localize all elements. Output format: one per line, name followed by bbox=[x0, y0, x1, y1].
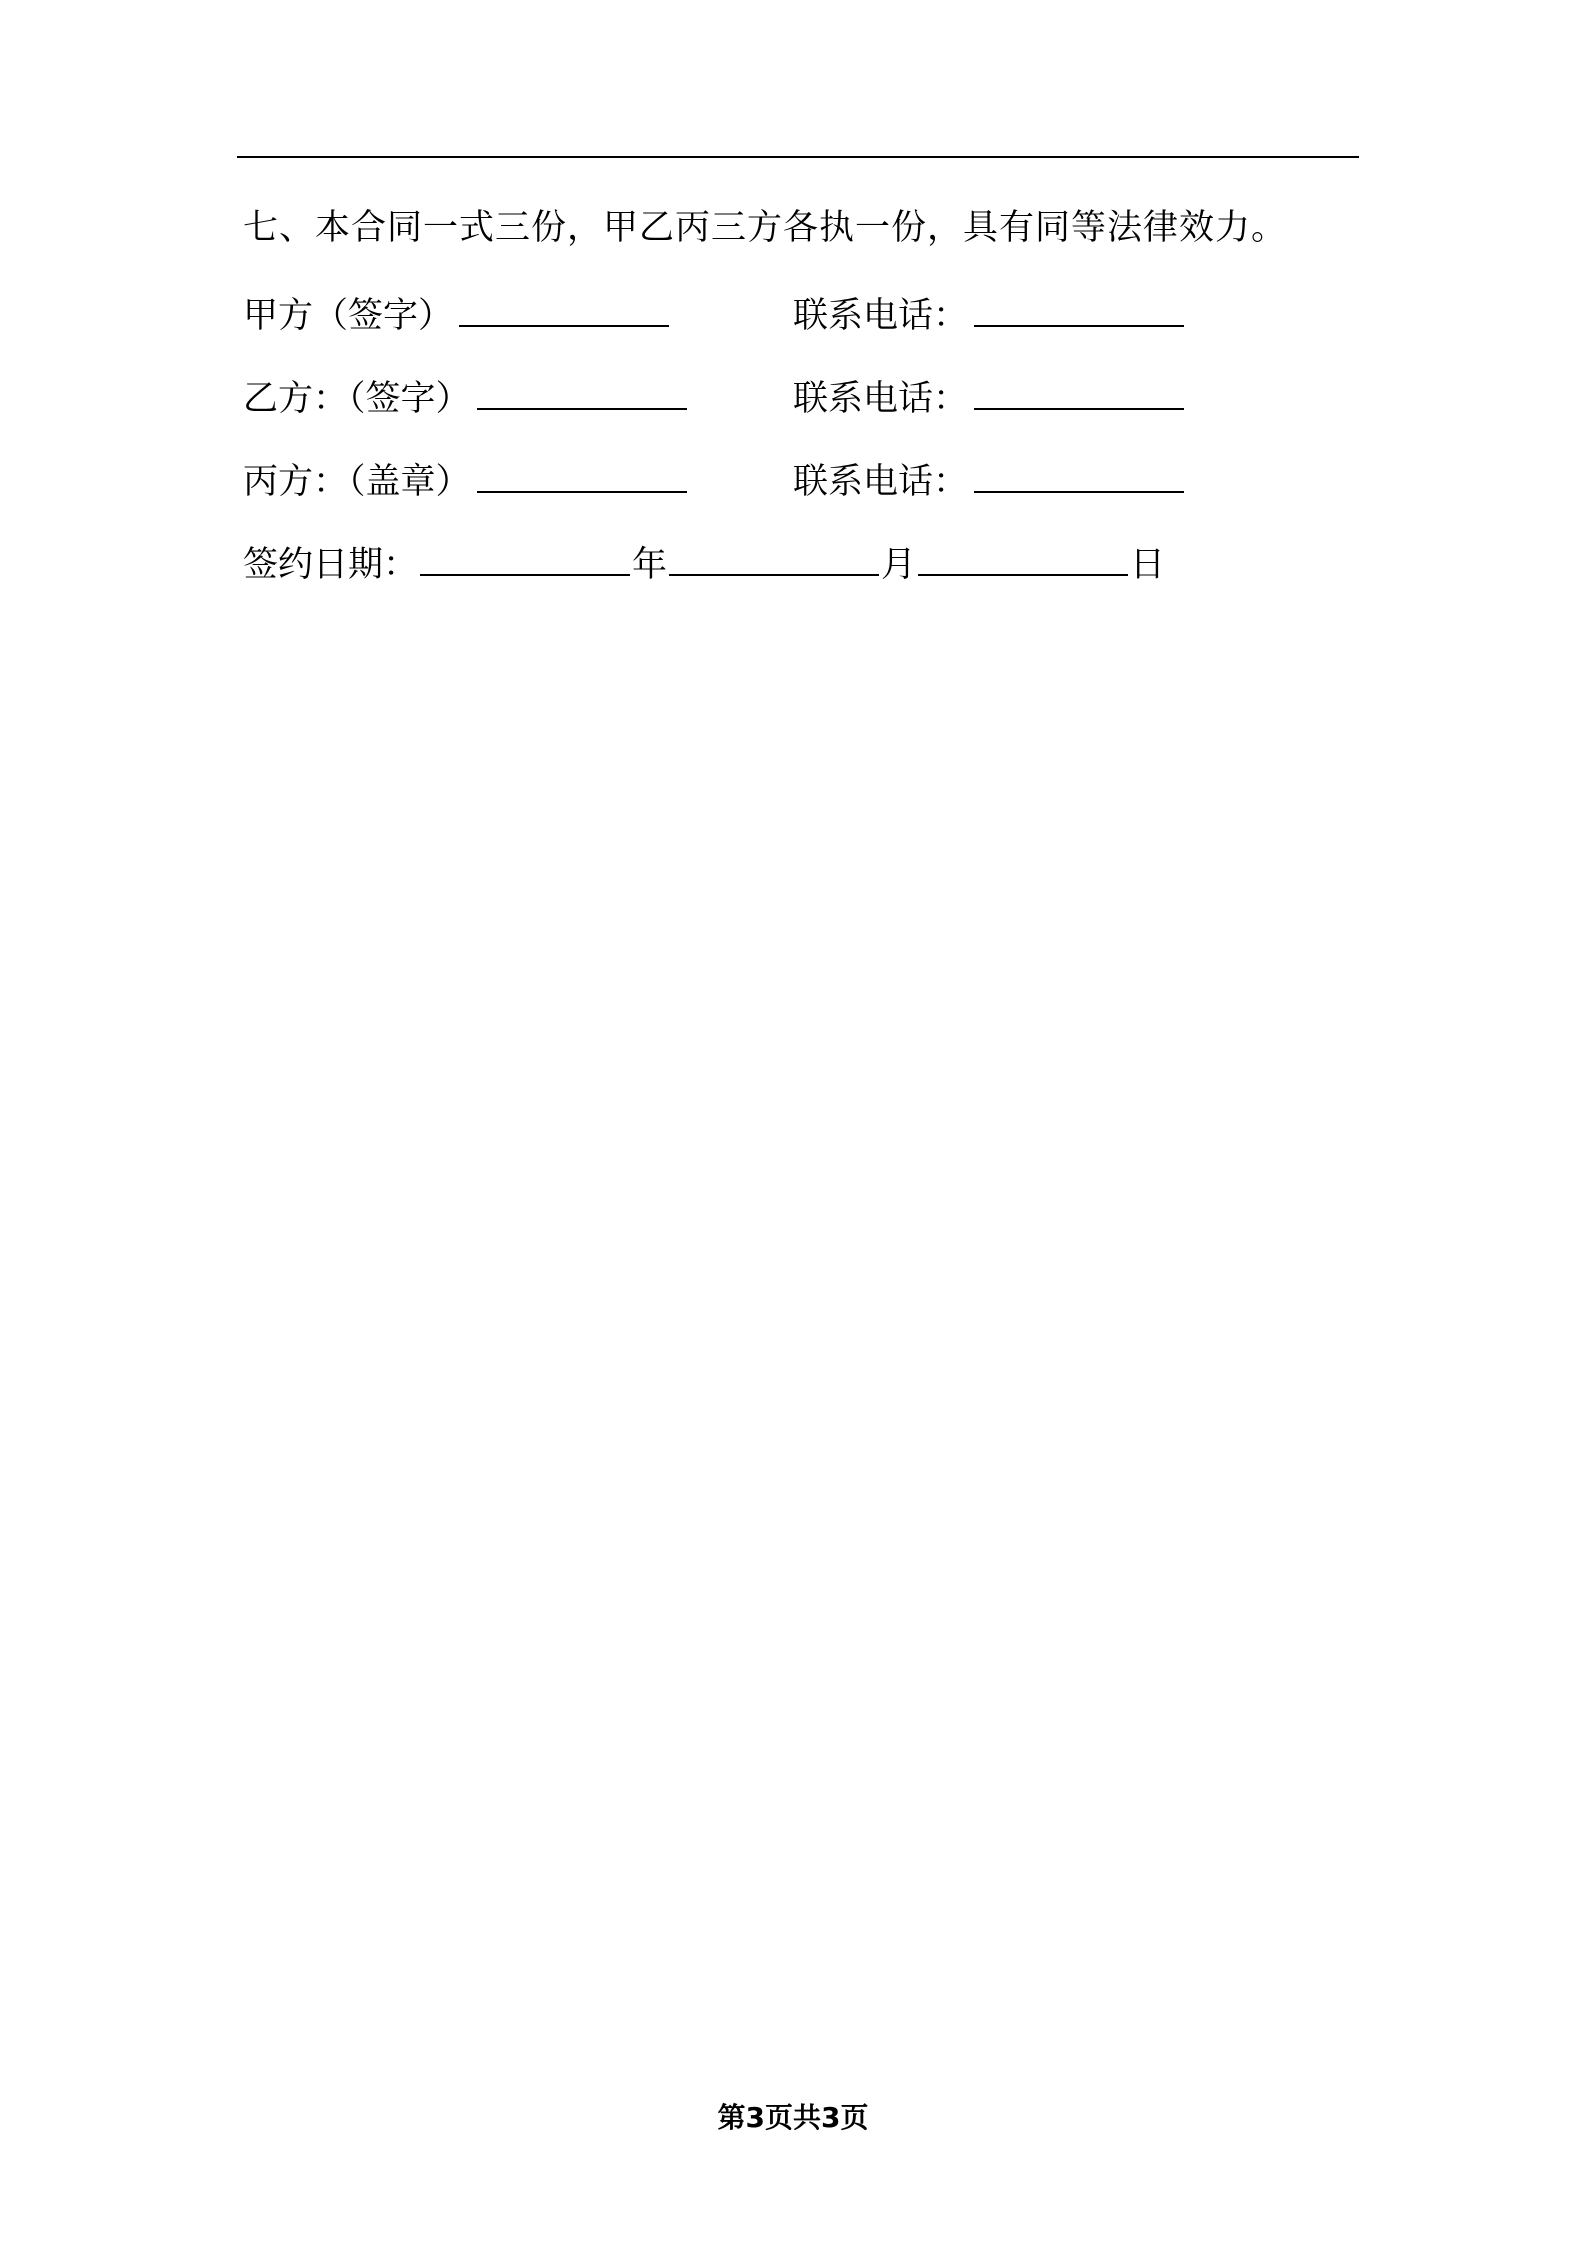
header-rule bbox=[237, 156, 1359, 158]
party-b-signature bbox=[243, 372, 687, 424]
party-b-phone-label: 联系电话： bbox=[793, 379, 969, 419]
party-c-signature bbox=[243, 455, 687, 507]
party-a-phone-label: 联系电话： bbox=[793, 296, 969, 336]
page-number-footer: 第3页共3页 bbox=[717, 2101, 869, 2134]
month-blank[interactable] bbox=[669, 538, 879, 576]
signing-date-label: 签约日期： bbox=[243, 545, 419, 585]
party-a-phone-blank[interactable] bbox=[974, 289, 1184, 327]
party-a-signature bbox=[243, 289, 669, 341]
party-c-label: 丙方：（盖章） bbox=[243, 462, 471, 502]
day-blank[interactable] bbox=[918, 538, 1128, 576]
year-label: 年 bbox=[632, 545, 668, 585]
month-label: 月 bbox=[881, 545, 917, 585]
party-c-seal-blank[interactable] bbox=[477, 455, 687, 493]
party-a-label: 甲方（签字） bbox=[243, 296, 454, 336]
party-c-phone bbox=[793, 455, 1184, 507]
clause-seven: 七、本合同一式三份，甲乙丙三方各执一份，具有同等法律效力。 bbox=[243, 208, 1288, 248]
year-blank[interactable] bbox=[420, 538, 630, 576]
party-b-phone bbox=[793, 372, 1184, 424]
party-b-phone-blank[interactable] bbox=[974, 372, 1184, 410]
party-a-signature-blank[interactable] bbox=[459, 289, 669, 327]
party-b-label: 乙方：（签字） bbox=[243, 379, 471, 419]
party-b-signature-blank[interactable] bbox=[477, 372, 687, 410]
party-c-phone-label: 联系电话： bbox=[793, 462, 969, 502]
party-a-phone bbox=[793, 289, 1184, 341]
day-label: 日 bbox=[1130, 545, 1166, 585]
signing-date-row bbox=[243, 538, 1165, 588]
party-c-phone-blank[interactable] bbox=[974, 455, 1184, 493]
